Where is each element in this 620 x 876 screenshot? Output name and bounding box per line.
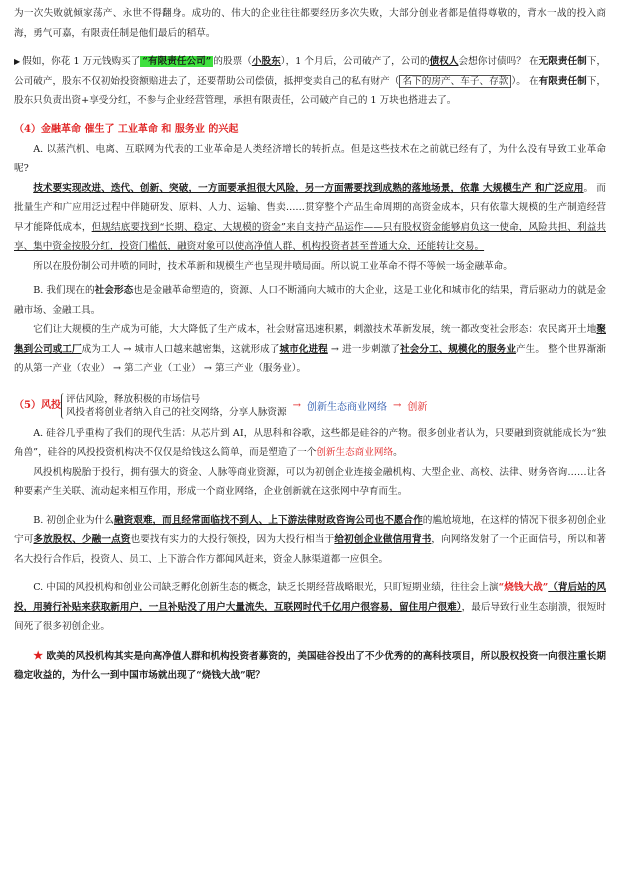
innovation-label: 创新 (407, 402, 428, 413)
arrow-right-icon: → (393, 400, 402, 411)
ecosystem-label: 创新生态商业网络 (307, 402, 388, 413)
venture-brace: 评估风险，释放积极的市场信号 风投者将创业者纳入自己的社交网络，分享人脉资源 (61, 393, 287, 419)
question-paragraph: ★ 欧美的风投机构其实是向高净值人群和机构投资者募资的，美国硅谷投出了不少优秀的的高科技项目，所以股权投资一向很注重长期稳定收益的，为什么一到中国市场就出现了“烧钱大战”呢？ (14, 648, 607, 681)
star-icon: ★ (33, 648, 44, 662)
section-5b-paragraph: B. 初创企业为什么融资艰难，而且经常面临找不到人、上下游法律财政咨询公司也不愿合作的尴尬境地，在这样的情况下很多初创企业宁可多放股权、少融一点资也要找有实力的大投行领投，因为大投行相当于给初创企业做信用背书，向网络发射了一个正面信号，所以和著名大投行合作后，投资人、员工、上下游合作方都闻风赶来，资金人脉渠道都一应俱全。 (14, 514, 607, 565)
section-4a-paragraph: A. 以蒸汽机、电离、互联网为代表的工业革命是人类经济增长的转折点。但是这些技术在之前就已经有了，为什么没有导致工业革命呢? (14, 143, 606, 174)
assets-box: 名下的房产、车子、存款 (399, 75, 511, 88)
section-4a-body: 技术要实现改进、迭代、创新、突破，一方面要承担很大风险，另一方面需要找到成熟的落地场景，依靠 大规模生产 和广泛应用。 而批量生产和广应用泛过程中伴随研发、原料、人力、运输、售卖……贯穿整个产品生命周期的高资金成本，只有依靠大规模的生产制造经营早才能降低成本，但规结底要找到“长期、稳定、大规模的资金”来自支持产品运作——只有股权资金能够肩负这一使命，风险共担、利益共享、集中资金按股分红，投资门槛低，融资对象可以使高净值人群、机构投资者甚至普通大众，还能转让交易。 (14, 182, 606, 252)
section-4-heading: （4）金融革命 催生了 工业革命 和 服务业 的兴起 (14, 123, 239, 135)
intro-paragraph: 为一次失败就倾家荡产、永世不得翻身。成功的、伟大的企业往往都要经历多次失败，大部分创业者都是值得尊敬的，背水一战的投入商海，勇气可嘉，有限责任制是他们最后的稻草。 (14, 8, 607, 39)
section-5a-paragraph: A. 硅谷几乎重构了我们的现代生活：从芯片到 AI，从思科和谷歌，这些都是硅谷的产物。很多创业者认为，只要融到资就能成长为“独角兽”，硅谷的风投投资机构决不仅仅是给钱这么简单，而是塑造了一个创新生态商业网络。 (14, 427, 606, 458)
creditor-term: 债权人 (429, 56, 459, 67)
section-5-heading (14, 388, 606, 424)
arrow-right-icon: ▶ (14, 57, 21, 66)
section-5-label: （5）风投 (14, 399, 61, 411)
section-4b-paragraph: B. 我们现在的社会形态也是金融革命塑造的，资源、人口不断涌向大城市的大企业，这是工业化和城市化的结果，背后驱动力的就是金融市场、金融工具。 (14, 285, 607, 316)
highlight-company-type: “有限责任公司” (142, 56, 212, 67)
unlimited-term: 无限责任制 (538, 56, 587, 67)
arrow-right-icon: → (292, 400, 302, 411)
section-5a-body: 风投机构脱胎于投行，拥有强大的资金、人脉等商业资源，可以为初创企业连接金融机构、大型企业、高校、法律、财务咨询……让各种要素产生关联、流动起来相互作用，形成一个商业网络，企业创新就在这张网中孕育而生。 (14, 466, 606, 497)
shareholder-term: 小股东 (251, 56, 281, 67)
section-5c-paragraph: C. 中国的风投机构和创业公司缺乏孵化创新生态的概念，缺乏长期经营战略眼光，只盯短期业绩，往往会上演“烧钱大战”（背后站的风投，用骑行补贴来获取新用户，一旦补贴没了用户大量流失，互联网时代千亿用户很容易，留住用户很难），最后导致行业生态崩溃，很短时间死了很多初创企业。 (14, 582, 607, 632)
section-4b-body: 它们让大规模的生产成为可能，大大降低了生产成本，社会财富迅速积累，刺激技术革新发展，统一都改变社会形态：农民离开土地聚集到公司或工厂成为工人 → 城市人口越来越密集，这就形成了城市化进程 → 进一步刺激了社会分工、规模化的服务业产生。 整个世界渐渐的从第一产业（农业） → 第二产业（工业） → 第三产业（服务业）。 (14, 324, 607, 374)
example-paragraph: ▶ 假如，你花 1 万元钱购买了 “有限责任公司” 的股票（小股东），1 个月后，公司破产了，公司的债权人会想你讨债吗？ 在无限责任制下，公司破产，股东不仅初始投资额赔进去了，还要帮助公司偿债，抵押变卖自己的私有财产（ 名下的房产、车子、存款 ）。 在有限责任制下，股东只负责出资+享受分红，不参与企业经营管理，承担有限责任，公司破产自己的 1 万块也搭进去了。 (14, 56, 607, 106)
limited-term: 有限责任制 (538, 75, 587, 87)
section-4a-conclusion: 所以在股份制公司井喷的同时，技术革新和规模生产也呈现井喷局面。所以说工业革命不得不等候一场金融革命。 (33, 260, 513, 272)
